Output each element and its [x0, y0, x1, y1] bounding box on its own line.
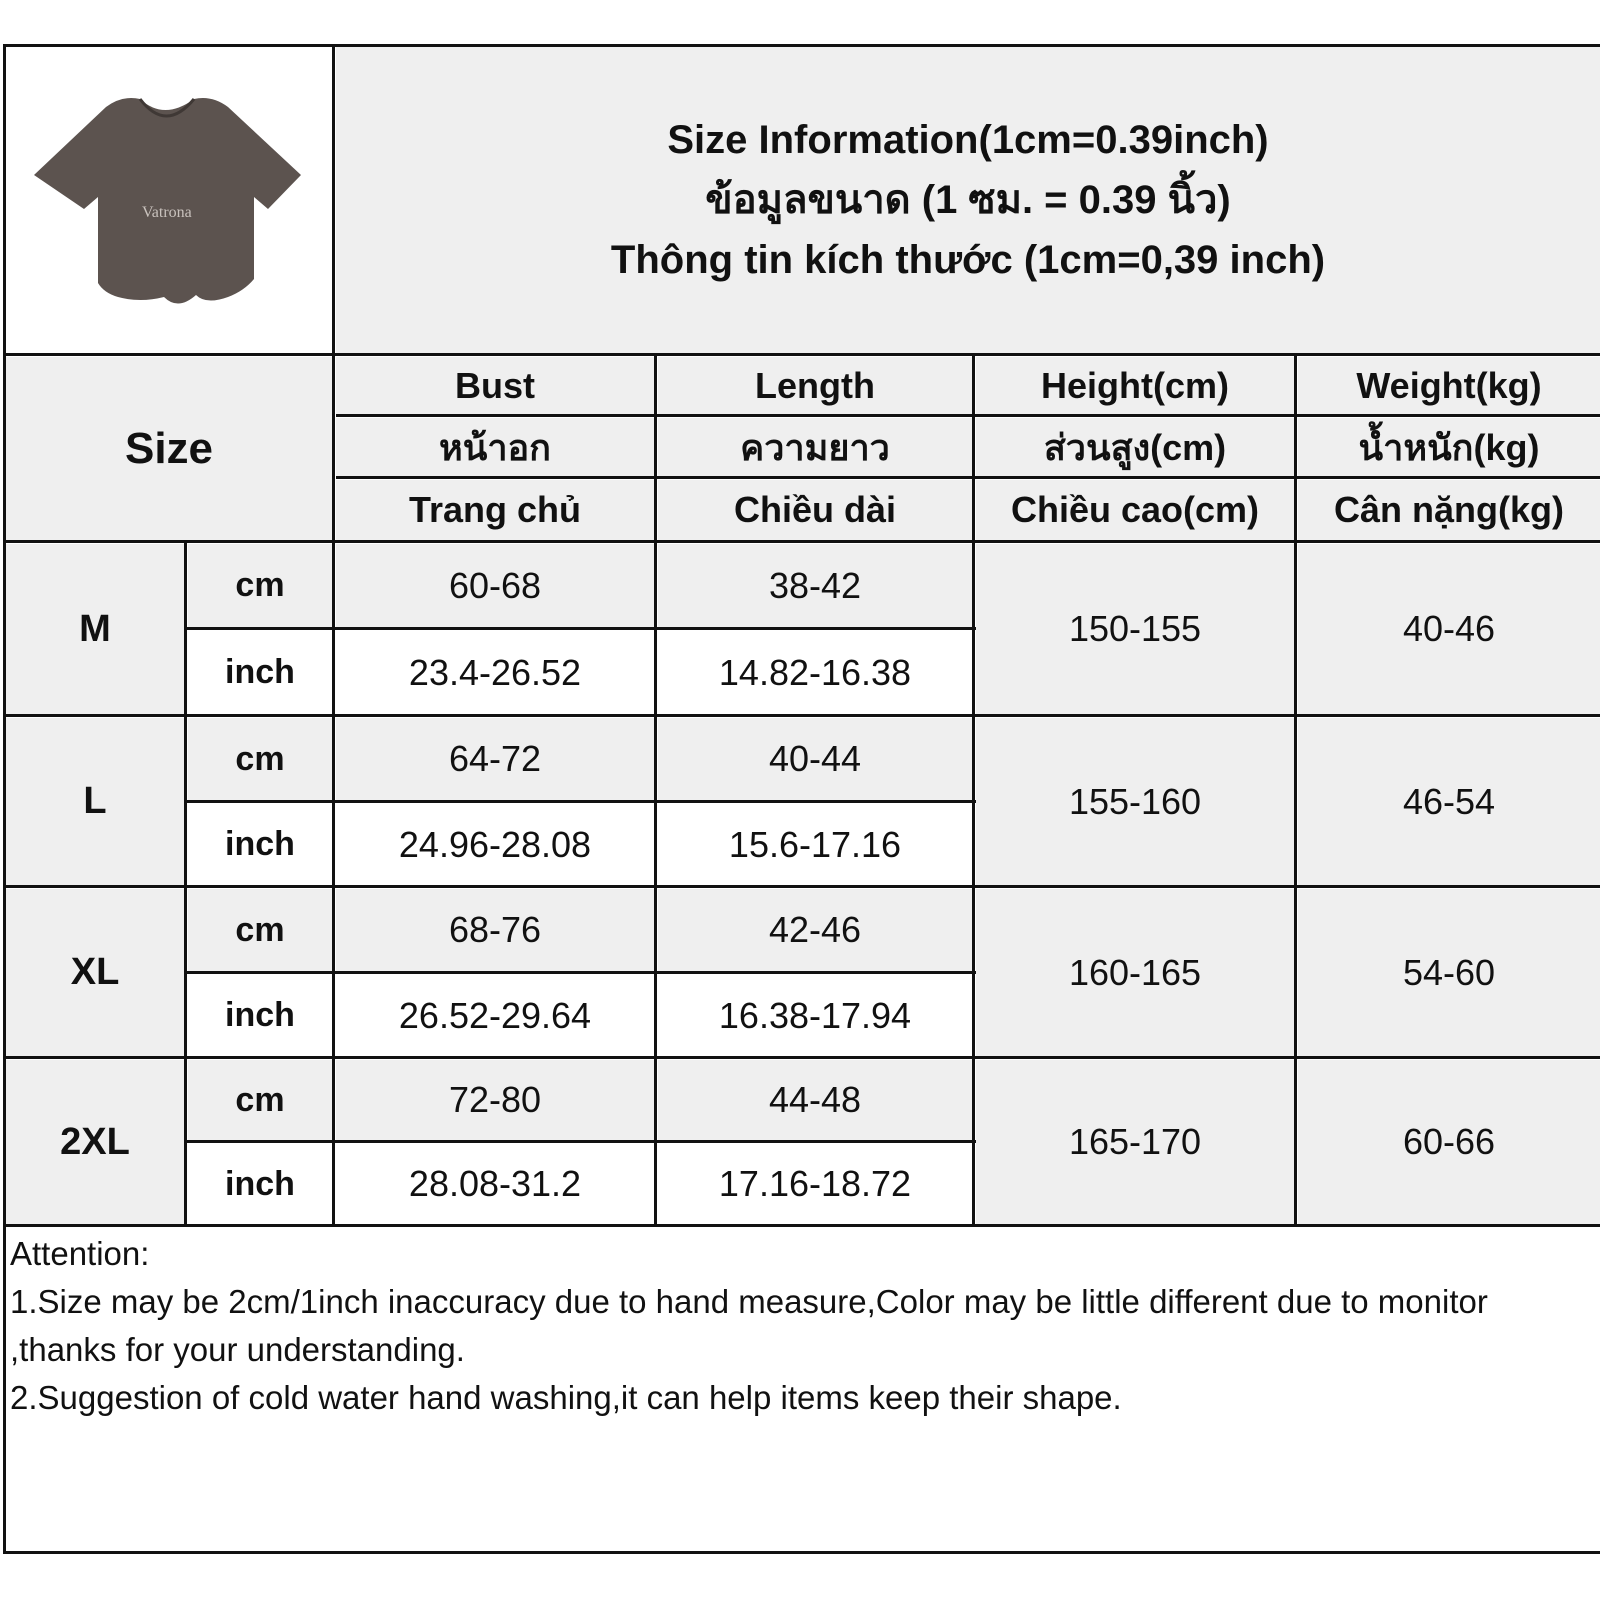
unit-cm: cm: [188, 544, 332, 627]
table-divider: [184, 627, 976, 630]
length-inch: 15.6-17.16: [658, 804, 972, 885]
size-m: M: [6, 544, 184, 714]
header-weight-en: Weight(kg): [1298, 357, 1600, 414]
unit-cm: cm: [188, 889, 332, 971]
bust-inch: 24.96-28.08: [336, 804, 654, 885]
weight-range: 40-46: [1298, 544, 1600, 714]
length-inch: 16.38-17.94: [658, 975, 972, 1056]
height-range: 165-170: [976, 1060, 1294, 1224]
height-range: 150-155: [976, 544, 1294, 714]
title-english: Size Information(1cm=0.39inch): [667, 118, 1269, 162]
weight-range: 60-66: [1298, 1060, 1600, 1224]
bust-inch: 23.4-26.52: [336, 631, 654, 714]
unit-inch: inch: [188, 975, 332, 1056]
weight-range: 54-60: [1298, 889, 1600, 1056]
table-divider: [184, 800, 976, 803]
length-cm: 38-42: [658, 544, 972, 627]
weight-range: 46-54: [1298, 718, 1600, 885]
length-cm: 42-46: [658, 889, 972, 971]
bust-cm: 60-68: [336, 544, 654, 627]
size-header: Size: [6, 357, 332, 540]
title-vietnamese: Thông tin kích thước (1cm=0,39 inch): [610, 238, 1326, 282]
table-divider: [3, 885, 1600, 888]
table-divider: [184, 971, 976, 974]
header-length-vi: Chiều dài: [658, 480, 972, 540]
unit-cm: cm: [188, 1060, 332, 1140]
length-cm: 40-44: [658, 718, 972, 800]
header-length-th: ความยาว: [658, 418, 972, 476]
unit-inch: inch: [188, 631, 332, 714]
header-height-en: Height(cm): [976, 357, 1294, 414]
height-range: 155-160: [976, 718, 1294, 885]
length-cm: 44-48: [658, 1060, 972, 1140]
bust-cm: 68-76: [336, 889, 654, 971]
product-image-cell: [6, 47, 332, 353]
header-weight-vi: Cân nặng(kg): [1298, 480, 1600, 540]
table-divider: [654, 356, 657, 1227]
bust-cm: 72-80: [336, 1060, 654, 1140]
table-divider: [336, 476, 1600, 479]
table-divider: [336, 414, 1600, 417]
title-thai: ข้อมูลขนาด (1 ซม. = 0.39 นิ้ว): [705, 178, 1231, 222]
length-inch: 17.16-18.72: [658, 1144, 972, 1224]
length-inch: 14.82-16.38: [658, 631, 972, 714]
header-bust-en: Bust: [336, 357, 654, 414]
unit-inch: inch: [188, 804, 332, 885]
attention-notes: [10, 1230, 1590, 1422]
header-height-th: ส่วนสูง(cm): [976, 418, 1294, 476]
size-2xl: 2XL: [6, 1060, 184, 1224]
table-divider: [3, 1224, 1600, 1227]
bust-inch: 26.52-29.64: [336, 975, 654, 1056]
header-weight-th: น้ำหนัก(kg): [1298, 418, 1600, 476]
table-divider: [3, 540, 1600, 543]
attention-note-1: 1.Size may be 2cm/1inch inaccuracy due to hand measure,Color may be little different due to monitor ,thanks for your understanding.: [10, 1283, 1488, 1368]
header-bust-th: หน้าอก: [336, 418, 654, 476]
shirt-print-text: Vatrona: [142, 204, 192, 221]
tshirt-icon: [6, 47, 332, 353]
height-range: 160-165: [976, 889, 1294, 1056]
size-xl: XL: [6, 889, 184, 1056]
table-divider: [1294, 356, 1297, 1227]
bust-inch: 28.08-31.2: [336, 1144, 654, 1224]
bust-cm: 64-72: [336, 718, 654, 800]
header-bust-vi: Trang chủ: [336, 480, 654, 540]
table-divider: [972, 356, 975, 1227]
table-divider: [3, 1056, 1600, 1059]
unit-inch: inch: [188, 1144, 332, 1224]
header-length-en: Length: [658, 357, 972, 414]
size-l: L: [6, 718, 184, 885]
attention-note-2: 2.Suggestion of cold water hand washing,it can help items keep their shape.: [10, 1379, 1122, 1416]
title-cell: [336, 47, 1600, 353]
table-divider: [184, 543, 187, 1227]
table-divider: [3, 714, 1600, 717]
table-divider: [184, 1140, 976, 1143]
unit-cm: cm: [188, 718, 332, 800]
table-divider: [332, 47, 335, 1227]
attention-heading: Attention:: [10, 1235, 150, 1272]
header-height-vi: Chiều cao(cm): [976, 480, 1294, 540]
table-divider: [3, 353, 1600, 356]
